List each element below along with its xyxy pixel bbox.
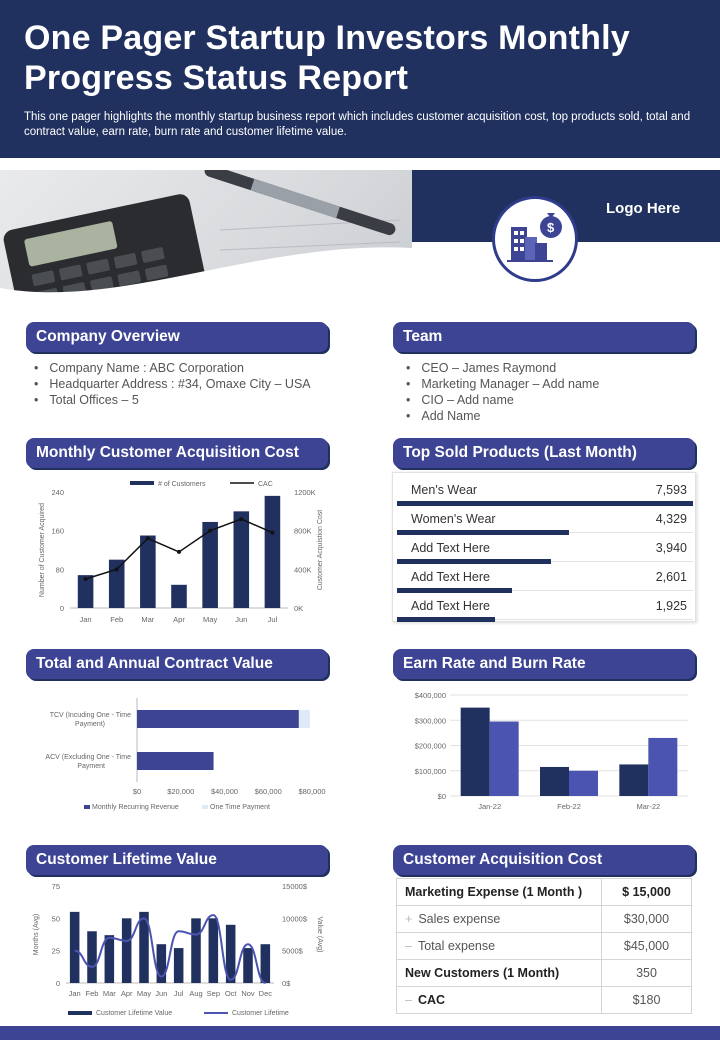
product-value: 2,601 xyxy=(655,570,687,584)
legend-label: Customer Lifetime xyxy=(232,1010,289,1017)
y-tick-label: 25 xyxy=(51,946,60,956)
x-tick-label: Feb xyxy=(85,989,99,998)
cac-label-cell xyxy=(397,933,602,960)
calculator-illustration xyxy=(0,170,412,312)
x-tick-label: Oct xyxy=(224,989,237,998)
list-item: • Add Name xyxy=(406,408,696,424)
clv-chart xyxy=(26,878,338,1026)
customers-bar xyxy=(109,560,125,608)
y-tick-label: 75 xyxy=(51,882,60,891)
list-item: • Headquarter Address : #34, Omaxe City – USA xyxy=(34,376,334,392)
clv-bar xyxy=(191,918,201,983)
customers-bar xyxy=(234,511,250,608)
y-tick-label: 80 xyxy=(55,565,64,575)
product-name: Men's Wear xyxy=(411,483,478,497)
x-tick-label: Jun xyxy=(235,615,248,624)
cac-point xyxy=(239,517,243,521)
x-tick-label: Jan xyxy=(79,615,92,624)
burn-rate-bar xyxy=(490,722,519,796)
x-tick-label: Feb xyxy=(110,615,124,624)
x-tick-label: Jul xyxy=(173,989,184,998)
x-tick-label: Jun xyxy=(155,989,168,998)
y-axis-label: Number of Customer Acquired xyxy=(39,502,46,598)
clv-bar xyxy=(174,948,184,983)
x-tick-label: $0 xyxy=(132,787,142,796)
cac-label-cell xyxy=(397,906,602,933)
customers-bar xyxy=(171,585,187,608)
cac-table xyxy=(396,878,692,1014)
product-name: Add Text Here xyxy=(411,541,490,555)
y2-tick-label: 10000$ xyxy=(282,914,308,924)
legend-swatch xyxy=(84,805,90,809)
list-item: • Company Name : ABC Corporation xyxy=(34,360,334,376)
y2-tick-label: 0K xyxy=(294,604,304,613)
list-item: • Marketing Manager – Add name xyxy=(406,376,696,392)
x-tick-label: Dec xyxy=(258,989,273,998)
clv-bar xyxy=(70,912,80,983)
tcv-heading: Total and Annual Contract Value xyxy=(26,649,328,679)
product-row xyxy=(397,475,693,504)
clv-heading: Customer Lifetime Value xyxy=(26,845,328,875)
legend-swatch xyxy=(68,1011,92,1015)
table-row xyxy=(397,906,692,933)
x-tick-label: May xyxy=(203,615,218,624)
svg-text:$: $ xyxy=(547,220,555,235)
x-tick-label: Aug xyxy=(189,989,203,998)
customers-bar xyxy=(140,536,156,609)
y-tick-label: 160 xyxy=(51,526,64,536)
top-products-panel xyxy=(392,472,696,622)
legend-label: One Time Payment xyxy=(210,804,270,811)
cac-label: CAC xyxy=(417,993,446,1007)
list-item: • CEO – James Raymond xyxy=(406,360,696,376)
logo-badge xyxy=(492,196,578,282)
x-tick-label: May xyxy=(136,989,152,998)
cac-label-cell xyxy=(397,987,602,1014)
y2-tick-label: 800K xyxy=(294,526,312,536)
y-tick-label: 240 xyxy=(51,488,64,497)
table-row xyxy=(397,960,692,987)
legend-label: # of Customers xyxy=(158,481,206,488)
x-tick-label: Jan xyxy=(68,989,81,998)
y2-axis-label: Value (Avg) xyxy=(316,916,323,953)
x-tick-label: Nov xyxy=(241,989,255,998)
product-value: 4,329 xyxy=(655,512,687,526)
y2-tick-label: 0$ xyxy=(282,979,291,988)
tcv-chart xyxy=(22,688,342,818)
cac-value: $180 xyxy=(602,987,692,1014)
legend-label: Monthly Recurring Revenue xyxy=(92,804,179,811)
y2-tick-label: 400K xyxy=(294,565,312,575)
customers-bar xyxy=(265,496,281,608)
y-tick-label: 50 xyxy=(51,914,60,924)
report-title: One Pager Startup Investors Monthly Progress Status Report xyxy=(24,19,630,97)
legend-swatch xyxy=(130,481,154,485)
x-tick-label: $40,000 xyxy=(210,787,239,796)
clv-bar xyxy=(105,935,115,983)
company-overview-list xyxy=(34,360,334,408)
y-tick-label: TCV (Incuding One - Time Payment) xyxy=(49,712,131,728)
legend-swatch xyxy=(202,805,208,809)
product-value: 7,593 xyxy=(655,483,687,497)
recurring-revenue-bar xyxy=(137,710,299,728)
x-tick-label: Feb-22 xyxy=(557,802,581,811)
x-tick-label: Jul xyxy=(267,615,278,624)
legend-label: CAC xyxy=(258,481,273,488)
earn-rate-bar xyxy=(619,764,648,796)
clv-bar xyxy=(122,918,132,983)
y-tick-label: $100,000 xyxy=(414,766,446,776)
y-tick-label: 0 xyxy=(59,604,64,613)
y-tick-label: $400,000 xyxy=(414,691,446,700)
clv-bar xyxy=(243,948,253,983)
product-row xyxy=(397,533,693,562)
team-list xyxy=(406,360,696,424)
recurring-revenue-bar xyxy=(137,752,214,770)
x-tick-label: $80,000 xyxy=(298,787,326,796)
burn-rate-bar xyxy=(648,738,677,796)
product-name: Add Text Here xyxy=(411,570,490,584)
product-value: 3,940 xyxy=(655,541,687,555)
cac-value: 350 xyxy=(602,960,692,987)
x-tick-label: Apr xyxy=(120,989,133,998)
top-sold-heading: Top Sold Products (Last Month) xyxy=(393,438,695,468)
product-name: Women's Wear xyxy=(411,512,496,526)
y2-axis-label: Customer Acquistion Cost xyxy=(317,509,324,591)
y-tick-label: $300,000 xyxy=(414,716,446,726)
list-item: • Total Offices – 5 xyxy=(34,392,334,408)
earn-burn-heading: Earn Rate and Burn Rate xyxy=(393,649,695,679)
cac-label: Total expense xyxy=(417,939,496,953)
cac-point xyxy=(146,536,150,540)
cac-point xyxy=(208,529,212,533)
product-row xyxy=(397,562,693,591)
y-tick-label: ACV (Excluding One - Time Payment xyxy=(45,754,131,770)
y2-tick-label: 1200K xyxy=(294,488,316,497)
y-tick-label: 0 xyxy=(55,979,60,988)
x-tick-label: $20,000 xyxy=(167,787,195,796)
cac-point xyxy=(270,531,274,535)
product-bar xyxy=(397,617,495,622)
report-subtitle: This one pager highlights the monthly startup business report which includes customer acquisition cost, top products sold, total and contract value, earn rate, burn rate and customer lifetime value. xyxy=(24,111,691,138)
x-tick-label: $60,000 xyxy=(254,787,282,796)
y2-tick-label: 5000$ xyxy=(282,946,303,956)
calculator-photo xyxy=(0,170,412,312)
minus-icon: – xyxy=(405,939,412,953)
table-row xyxy=(397,933,692,960)
burn-rate-bar xyxy=(569,771,598,796)
cac-label: Marketing Expense (1 Month ) xyxy=(397,879,602,906)
logo-placeholder[interactable]: Logo Here xyxy=(606,200,681,217)
legend-label: Customer Lifetime Value xyxy=(96,1010,173,1017)
x-tick-label: Mar xyxy=(141,615,155,624)
product-name: Add Text Here xyxy=(411,599,490,613)
clv-bar xyxy=(261,944,271,983)
building-money-icon xyxy=(495,199,575,279)
hero-banner xyxy=(0,170,720,312)
team-heading: Team xyxy=(393,322,695,352)
cac-value: $30,000 xyxy=(602,906,692,933)
customer-lifetime-line xyxy=(75,915,266,983)
y-tick-label: $200,000 xyxy=(414,741,446,751)
clv-bar xyxy=(209,918,219,983)
cac-point xyxy=(84,577,88,581)
cac-point xyxy=(115,567,119,571)
one-time-payment-bar xyxy=(299,710,310,728)
cac-point xyxy=(177,550,181,554)
y2-tick-label: 15000$ xyxy=(282,882,308,891)
report-header xyxy=(0,0,720,158)
product-value: 1,925 xyxy=(655,599,687,613)
x-tick-label: Jan-22 xyxy=(478,802,502,811)
minus-icon: – xyxy=(405,993,412,1007)
clv-bar xyxy=(87,931,97,983)
product-row xyxy=(397,504,693,533)
cac-label: New Customers (1 Month) xyxy=(397,960,602,987)
list-item: • CIO – Add name xyxy=(406,392,696,408)
cac-value: $45,000 xyxy=(602,933,692,960)
earn-burn-chart xyxy=(392,686,696,814)
cac-value: $ 15,000 xyxy=(602,879,692,906)
table-row xyxy=(397,879,692,906)
y-tick-label: $0 xyxy=(437,792,446,801)
y-axis-label: Months (Avg) xyxy=(33,913,40,956)
mcac-chart xyxy=(30,475,340,630)
table-row xyxy=(397,987,692,1014)
company-overview-heading: Company Overview xyxy=(26,322,328,352)
x-tick-label: Apr xyxy=(173,615,185,624)
cac-heading: Customer Acquisition Cost xyxy=(393,845,695,875)
earn-rate-bar xyxy=(540,767,569,796)
footer-bar xyxy=(0,1026,720,1040)
mcac-heading: Monthly Customer Acquisition Cost xyxy=(26,438,328,468)
x-tick-label: Mar-22 xyxy=(636,802,661,811)
product-row xyxy=(397,591,693,620)
plus-icon: + xyxy=(405,912,413,926)
earn-rate-bar xyxy=(461,708,490,796)
cac-label: Sales expense xyxy=(418,912,501,926)
x-tick-label: Sep xyxy=(206,989,221,998)
x-tick-label: Mar xyxy=(102,989,116,998)
